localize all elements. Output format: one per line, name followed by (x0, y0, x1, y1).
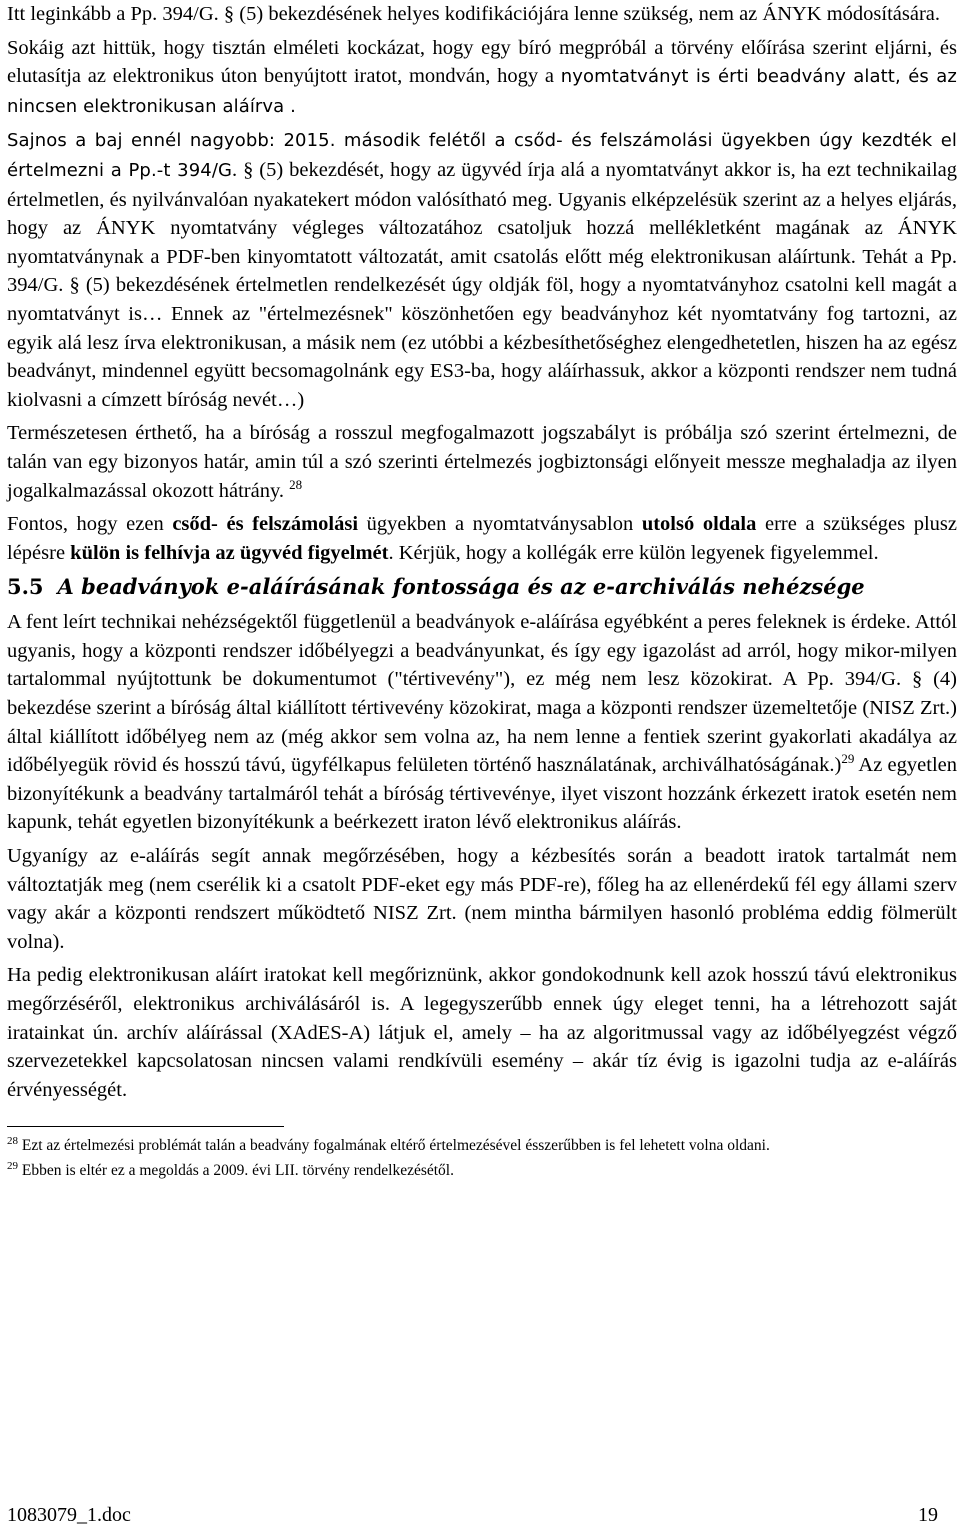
footnote-number: 28 (7, 1135, 18, 1148)
footnote-separator (7, 1126, 284, 1127)
footnote-28 (7, 1133, 957, 1158)
paragraph-5-bold-c: külön is felhívja az ügyvéd figyelmét (70, 541, 389, 564)
paragraph-3 (7, 126, 957, 414)
paragraph-5-text-c: ügyekben a nyomtatványsablon (358, 513, 642, 536)
section-paragraph-3 (7, 961, 957, 1104)
footnote-ref-29[interactable]: 29 (841, 751, 855, 767)
footnote-ref-28[interactable]: 28 (289, 476, 303, 492)
paragraph-4-text: Természetesen érthető, ha a bíróság a rosszul megfogalmazott jogszabályt is próbálja szó szerint értelmezni, de talán van egy bizonyos határ, amin túl a szó szerinti értelmezés jogbiztonsági előnyeit messze meghaladja az ilyen jogalkalmazással okozott hátrány. (7, 422, 957, 502)
footnote-text: Ezt az értelmezési problémát talán a beadvány fogalmának eltérő értelmezésével ésszerűbben is fel lehetett volna oldani. (21, 1137, 770, 1155)
page-footer (7, 1503, 938, 1527)
paragraph-3-text: . § (5) bekezdését, hogy az ügyvéd írja alá a nyomtatványt akkor is, ha ezt technikailag értelmetlen, és nyilvánvalóan nyakatekert módon valósítható meg. Ugyanis elképzelésük szerint az a helyes eljárás, hogy az ÁNYK nyomtatvány végleges változatához csatoljuk hozzá mellékletként magának az ÁNYK nyomtatványnak a PDF-ben kinyomtatott változatát, amit csatolás előtt még elektronikusan aláírtunk. Tehát a Pp. 394/G. § (5) bekezdésének értelmetlen rendelkezését úgy oldják föl, hogy a nyomtatványhoz csatolni kell magát a nyomtatványt is… Ennek az "értelmezésnek" köszönhetően egy beadványhoz két nyomtatvány fog tartozni, az egyik alá lesz írva elektronikusan, a másik nem (ez utóbbi a kézbesíthetőséghez elengedhetetlen, hiszen ha az egész beadványt, mindennel együtt becsomagolnánk egy ES3-ba, hogy aláírhassuk, akkor a központi rendszer nem tudná kiolvasni a címzett bíróság nevét…) (7, 158, 957, 411)
footnote-29 (7, 1158, 957, 1183)
section-paragraph-1 (7, 608, 957, 837)
paragraph-5 (7, 510, 957, 567)
paragraph-5-text-g: . Kérjük, hogy a kollégák erre külön legyenek figyelemmel. (388, 541, 879, 564)
section-paragraph-1-text: A fent leírt technikai nehézségektől függetlenül a beadványok e-aláírása egyébként a peres feleknek is érdeke. Attól ugyanis, hogy a központi rendszer időbélyegzi a beadványunkat, és így egy igazolást ad arról, hogy mikor-milyen tartalommal nyújtottunk be dokumentumot ("tértivevény"), ez még nem lesz közokirat. A Pp. 394/G. § (4) bekezdése szerint a bíróság által kiállított tértivevény közokirat, maga a központi rendszer üzemeltetője (NISZ Zrt.) által kiállított időbélyeg nem az (még akkor sem volna az, ha nem lenne a fentiek szerint gyakorlati akadálya az időbélyegük rövid és hosszú távú, ügyfélkapus felületen történő használatának, archiválhatóságának.) (7, 611, 957, 777)
paragraph-2 (7, 34, 957, 122)
paragraph-1 (7, 0, 957, 29)
paragraph-5-bold-a: csőd- és felszámolási (172, 513, 359, 536)
paragraph-3-sans-text-b: . második felétől a csőd- és felszámolási ügyekben úgy kezdték el értelmezni a Pp.-t 394/G (7, 130, 957, 181)
footnote-text: Ebben is eltér ez a megoldás a 2009. évi LII. törvény rendelkezésétől. (21, 1162, 454, 1180)
section-paragraph-2-text: Ugyanígy az e-aláírás segít annak megőrzésében, hogy a kézbesítés során a beadott iratok tartalmát nem változtatják meg (nem cserélik ki a csatolt PDF-eket egy más PDF-re), főleg ha az ellenérdekű fél egy állami szerv vagy akár a központi rendszert működtető NISZ Zrt. (nem mintha bármilyen hasonló probléma eddig fölmerült volna). (7, 845, 957, 953)
paragraph-1-text: Itt leginkább a Pp. 394/G. § (5) bekezdésének helyes kodifikációjára lenne szükség, nem az ÁNYK módosítására. (7, 3, 941, 25)
paragraph-2-sans-text: nyomtatványt is érti beadvány alatt, és az nincsen elektronikusan aláírva . (7, 66, 957, 117)
section-heading (7, 572, 957, 602)
section-paragraph-3-text: Ha pedig elektronikusan aláírt iratokat kell megőriznünk, akkor gondokodnunk kell azok hosszú távú elektronikus megőrzéséről, elektronikus archiválásáról is. A legegyszerűbb ennek úgy eleget tenni, ha a létrehozott saját iratainkat ún. archív aláírással (XAdES-A) látjuk el, amely – ha az algoritmussal vagy az időbélyegzést végző szervezetekkel kapcsolatosan nincsen valami rendkívüli esemény – akár tíz évig is igazolni tudja az e-aláírás érvényességét. (7, 964, 957, 1101)
paragraph-2-text: Sokáig azt hittük, hogy tisztán elméleti kockázat, hogy egy bíró megpróbál a törvény előírása szerint eljárni, és elutasítja az elektronikus úton benyújtott iratot, mondván, hogy a (7, 36, 957, 88)
section-number: 5.5 (7, 574, 44, 600)
document-page (7, 0, 957, 1183)
section-paragraph-1-rest: Az egyetlen bizonyítékunk a beadvány tartalmáról tehát a bíróság tértivevénye, ilyet viszont hozzánk érkezett iratok esetén nem kapunk, tehát egyetlen bizonyítékunk a beérkezett iraton lévő elektronikus aláírás. (7, 754, 957, 834)
paragraph-4 (7, 419, 957, 505)
paragraph-3-sans-text-a: Sajnos a baj ennél nagyobb: 2015 (7, 130, 330, 152)
paragraph-5-text-a: Fontos, hogy ezen (7, 513, 173, 536)
section-title: A beadványok e-aláírásának fontossága és az e-archiválás nehézsége (57, 574, 865, 600)
page-number: 19 (918, 1504, 938, 1526)
footer-filename: 1083079_1.doc (7, 1504, 131, 1526)
paragraph-5-text-e: erre a szükséges plusz lépésre (7, 513, 958, 564)
footnote-number: 29 (7, 1160, 18, 1173)
paragraph-5-bold-b: utolsó oldala (641, 513, 757, 536)
section-paragraph-2 (7, 842, 957, 956)
